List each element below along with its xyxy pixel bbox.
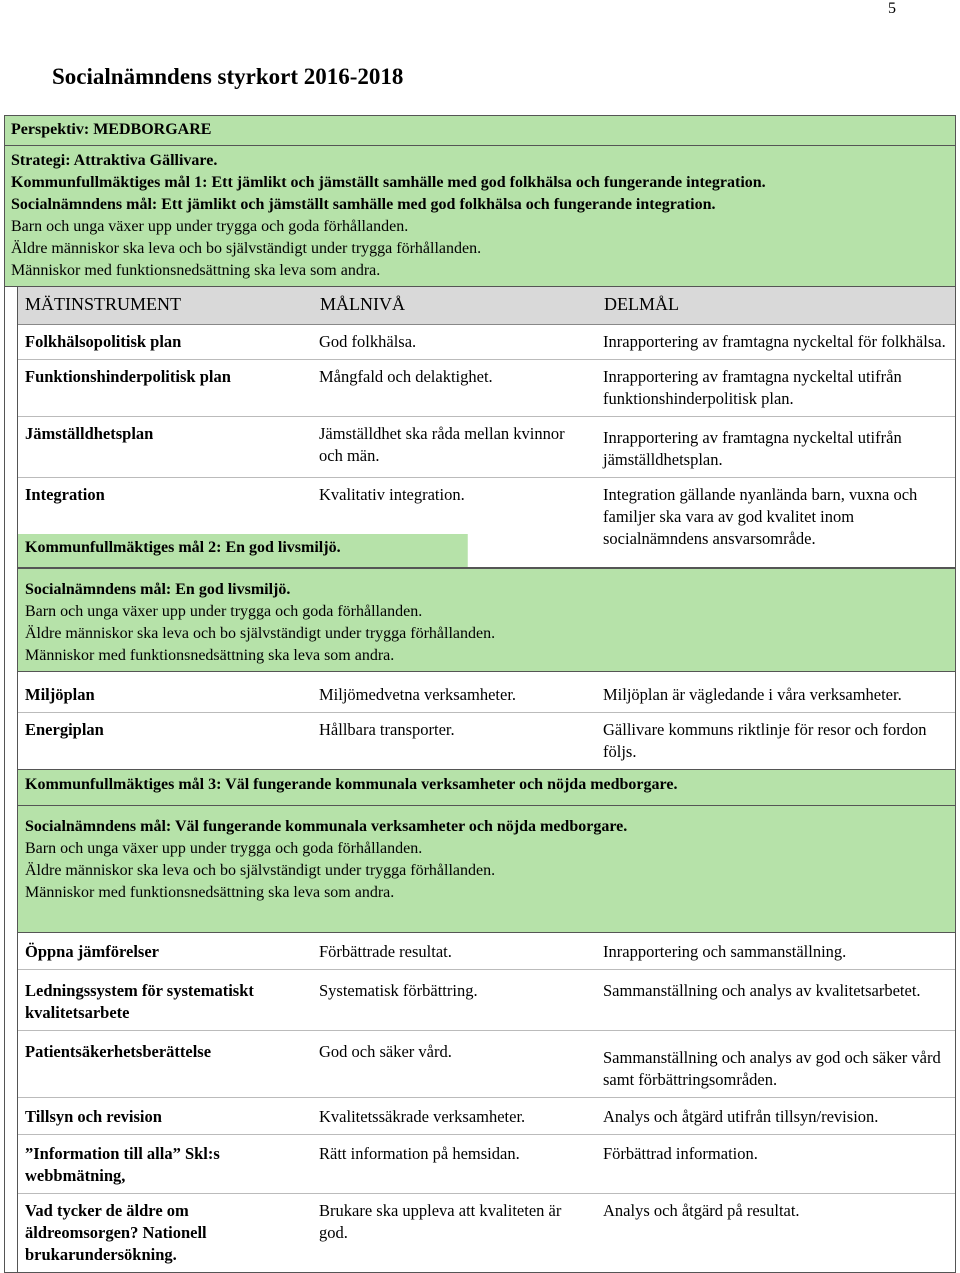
goal2-line: Människor med funktionsnedsättning ska leva som andra.	[25, 647, 395, 664]
table-row	[18, 970, 955, 1031]
cell-level: Mångfald och delaktighet.	[319, 367, 493, 386]
cell-level: Rätt information på hemsidan.	[319, 1144, 520, 1163]
goal2-line: Barn och unga växer upp under trygga och goda förhållanden.	[25, 603, 423, 620]
goal3-kf: Kommunfullmäktiges mål 3: Väl fungerande kommunala verksamheter och nöjda medborgare.	[25, 776, 678, 793]
cell-level: God folkhälsa.	[319, 332, 417, 351]
cell-submal: Inrapportering av framtagna nyckeltal för folkhälsa.	[603, 332, 946, 351]
header-submal: DELMÅL	[604, 294, 679, 314]
table-row	[18, 1135, 955, 1194]
goal2-line: Äldre människor ska leva och bo självständigt under trygga förhållanden.	[25, 625, 496, 642]
goal3-sn: Socialnämndens mål: Väl fungerande kommunala verksamheter och nöjda medborgare.	[25, 818, 628, 835]
goal1-line: Barn och unga växer upp under trygga och goda förhållanden.	[11, 218, 409, 235]
cell-level: Kvalitetssäkrade verksamheter.	[319, 1107, 526, 1126]
cell-submal: Inrapportering av framtagna nyckeltal utifrån jämställdhetsplan.	[603, 428, 902, 469]
table-row	[18, 933, 955, 970]
table-row	[18, 672, 955, 713]
cell-submal: Sammanställning och analys av god och säker vård samt förbättringsområden.	[603, 1048, 941, 1089]
header-instrument: MÄTINSTRUMENT	[25, 294, 181, 314]
cell-submal: Inrapportering av framtagna nyckeltal utifrån funktionshinderpolitisk plan.	[603, 367, 902, 408]
perspective-label: Perspektiv: MEDBORGARE	[11, 121, 212, 138]
cell-instrument: Jämställdhetsplan	[25, 424, 154, 443]
page-number: 5	[888, 0, 896, 17]
header-level: MÅLNIVÅ	[320, 294, 405, 314]
cell-instrument: Folkhälsopolitisk plan	[25, 332, 182, 351]
cell-instrument: Tillsyn och revision	[25, 1107, 162, 1126]
goal1-line: Människor med funktionsnedsättning ska leva som andra.	[11, 262, 381, 279]
cell-instrument: Öppna jämförelser	[25, 942, 159, 961]
strategy-label: Strategi: Attraktiva Gällivare.	[11, 152, 218, 169]
scorecard-table	[4, 115, 956, 1273]
table-header	[18, 287, 955, 325]
cell-instrument: Miljöplan	[25, 685, 95, 704]
goal1-sn: Socialnämndens mål: Ett jämlikt och jämställt samhälle med god folkhälsa och fungerande integration.	[11, 196, 716, 213]
goal2-band	[18, 568, 955, 672]
goal3-kf-band	[18, 770, 955, 806]
goal2-kf: Kommunfullmäktiges mål 2: En god livsmiljö.	[25, 539, 341, 556]
table-row	[18, 1098, 955, 1135]
table-row	[18, 713, 955, 770]
table-row	[18, 417, 955, 478]
measures-table	[17, 287, 955, 1272]
cell-submal: Inrapportering och sammanställning.	[603, 942, 847, 961]
goal2-sn: Socialnämndens mål: En god livsmiljö.	[25, 581, 291, 598]
cell-submal: Förbättrad information.	[603, 1144, 758, 1163]
cell-submal: Analys och åtgärd på resultat.	[603, 1201, 800, 1220]
cell-instrument: ”Information till alla” Skl:s webbmätning,	[25, 1144, 220, 1185]
cell-level: Jämställdhet ska råda mellan kvinnor och män.	[319, 424, 565, 465]
goal1-kf: Kommunfullmäktiges mål 1: Ett jämlikt och jämställt samhälle med god folkhälsa och fungerande integration.	[11, 174, 766, 191]
goal3-line: Människor med funktionsnedsättning ska leva som andra.	[25, 884, 395, 901]
cell-instrument: Energiplan	[25, 720, 104, 739]
cell-level: Miljömedvetna verksamheter.	[319, 685, 517, 704]
cell-submal: Gällivare kommuns riktlinje för resor och fordon följs.	[603, 720, 927, 761]
cell-level: Systematisk förbättring.	[319, 981, 478, 1000]
cell-submal: Sammanställning och analys av kvalitetsarbetet.	[603, 981, 921, 1000]
cell-level: Förbättrade resultat.	[319, 942, 452, 961]
table-row	[18, 325, 955, 360]
goal3-line: Äldre människor ska leva och bo självständigt under trygga förhållanden.	[25, 862, 496, 879]
cell-submal: Miljöplan är vägledande i våra verksamheter.	[603, 685, 902, 704]
cell-instrument: Integration	[25, 485, 105, 504]
goal1-line: Äldre människor ska leva och bo självständigt under trygga förhållanden.	[11, 240, 482, 257]
cell-level: Hållbara transporter.	[319, 720, 455, 739]
goal1-band	[5, 146, 955, 287]
goal3-band	[18, 806, 955, 933]
perspective-band	[5, 116, 955, 146]
cell-instrument: Ledningssystem för systematiskt kvalitetsarbete	[25, 981, 254, 1022]
cell-submal: Integration gällande nyanlända barn, vuxna och familjer ska vara av god kvalitet inom socialnämndens ansvarsområde.	[603, 485, 918, 548]
table-row	[18, 1194, 955, 1272]
cell-level: Kvalitativ integration.	[319, 485, 465, 504]
table-row	[18, 360, 955, 417]
cell-instrument: Funktionshinderpolitisk plan	[25, 367, 231, 386]
cell-instrument: Vad tycker de äldre om äldreomsorgen? Nationell brukarundersökning.	[25, 1201, 207, 1264]
cell-level: Brukare ska uppleva att kvaliteten är god.	[319, 1201, 562, 1242]
cell-level: God och säker vård.	[319, 1042, 452, 1061]
table-row	[18, 1031, 955, 1098]
goal3-line: Barn och unga växer upp under trygga och goda förhållanden.	[25, 840, 423, 857]
cell-submal: Analys och åtgärd utifrån tillsyn/revision.	[603, 1107, 879, 1126]
cell-instrument: Patientsäkerhetsberättelse	[25, 1042, 212, 1061]
page-title: Socialnämndens styrkort 2016-2018	[52, 64, 404, 89]
